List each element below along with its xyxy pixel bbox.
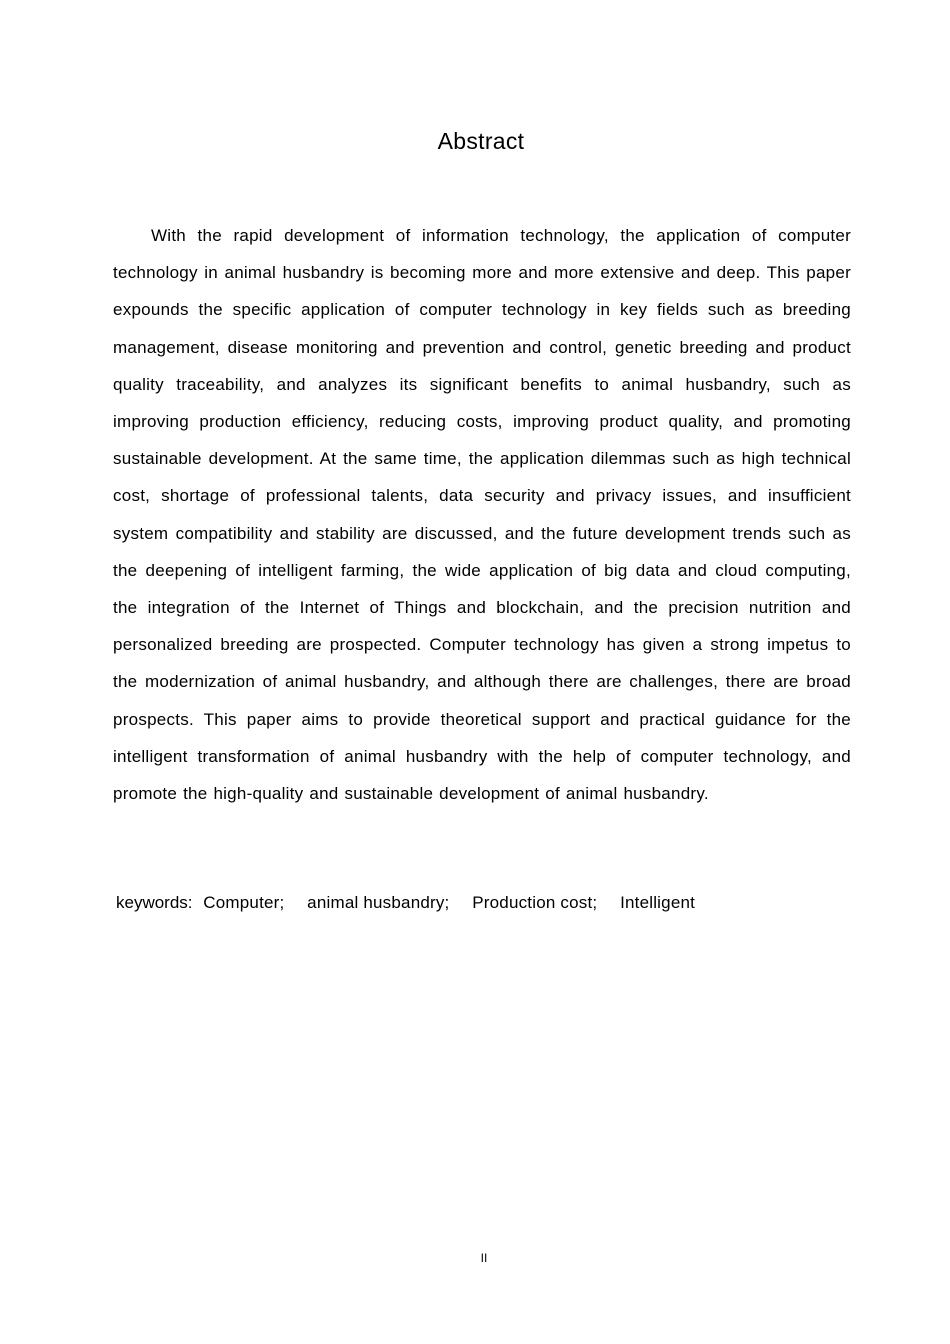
keyword-item: Intelligent	[620, 893, 696, 912]
abstract-body: With the rapid development of information technology, the application of computer technology in animal husbandry is becoming more and more extensive and deep. This paper expounds the specific application of computer technology in key fields such as breeding management, disease monitoring and prevention and control, genetic breeding and product quality traceability, and analyzes its significant benefits to animal husbandry, such as improving production efficiency, reducing costs, improving product quality, and promoting sustainable development. At the same time, the application dilemmas such as high technical cost, shortage of professional talents, data security and privacy issues, and insufficient system compatibility and stability are discussed, and the future development trends such as the deepening of intelligent farming, the wide application of big data and cloud computing, the integration of the Internet of Things and blockchain, and the precision nutrition and personalized breeding are prospected. Computer technology has given a strong impetus to the modernization of animal husbandry, and although there are challenges, there are broad prospects. This paper aims to provide theoretical support and practical guidance for the intelligent transformation of animal husbandry with the help of computer technology, and promote the high-quality and sustainable development of animal husbandry.	[113, 226, 851, 804]
keyword-item: Production cost;	[472, 893, 598, 912]
keywords-line	[116, 893, 713, 913]
page-number: II	[480, 1251, 488, 1265]
keyword-item: animal husbandry;	[307, 893, 450, 912]
abstract-title: Abstract	[437, 128, 525, 154]
keyword-item: Computer;	[203, 893, 285, 912]
keywords-label: keywords:	[116, 893, 193, 912]
